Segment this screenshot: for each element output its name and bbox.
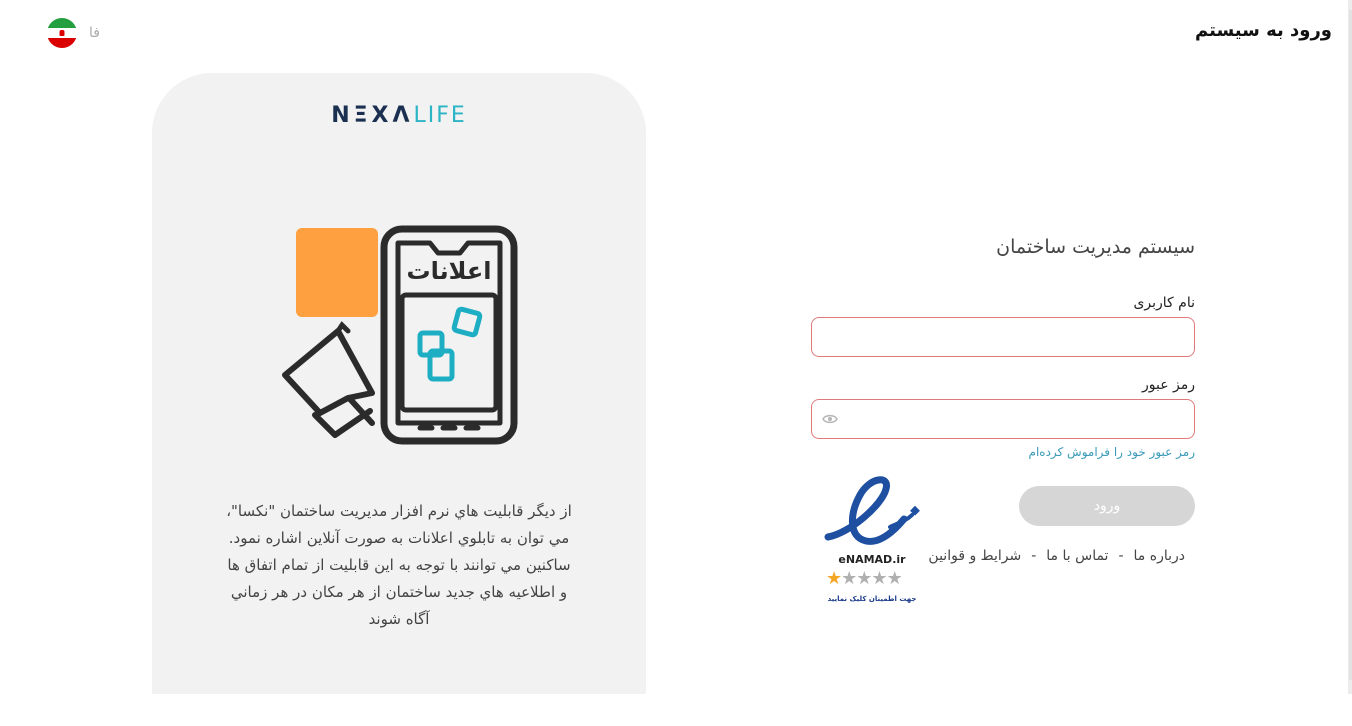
page-scrollbar[interactable] <box>1348 0 1352 694</box>
forgot-password-link[interactable]: رمز عبور خود را فراموش کرده‌ام <box>1028 445 1195 459</box>
contact-us-link[interactable]: تماس با ما <box>1046 548 1109 564</box>
rating-stars <box>826 568 902 589</box>
svg-text:اعلانات: اعلانات <box>406 257 492 285</box>
feature-panel <box>152 73 646 694</box>
username-input[interactable] <box>812 318 1194 356</box>
eye-icon[interactable] <box>822 413 838 425</box>
form-title: سیستم مدیریت ساختمان <box>996 236 1195 258</box>
enamad-label: eNAMAD.ir <box>838 553 906 566</box>
star-icon: ★ <box>841 568 857 589</box>
language-label: فا <box>89 25 100 41</box>
enamad-badge[interactable] <box>820 475 930 610</box>
language-switcher[interactable] <box>47 18 100 48</box>
password-input[interactable] <box>812 400 1194 438</box>
star-icon: ★ <box>886 568 902 589</box>
enamad-caption: جهت اطمینان کلیک نمایید <box>827 595 917 603</box>
terms-link[interactable]: شرایط و قوانین <box>928 548 1022 564</box>
separator: - <box>1118 548 1124 564</box>
iran-flag-icon <box>47 18 77 48</box>
star-icon: ★ <box>856 568 872 589</box>
login-button[interactable]: ورود <box>1019 486 1195 526</box>
enamad-logo-icon <box>820 475 924 551</box>
password-field-wrapper <box>811 399 1195 439</box>
star-icon: ★ <box>871 568 887 589</box>
about-us-link[interactable]: درباره ما <box>1133 548 1185 564</box>
username-field-wrapper <box>811 317 1195 357</box>
password-label: رمز عبور <box>1141 377 1195 393</box>
announcement-board-icon <box>280 223 520 448</box>
page-title: ورود به سیستم <box>1194 20 1332 41</box>
feature-description: از ديگر قابليت هاي نرم افزار مديريت ساختمان "نكسا"، مي توان به تابلوي اعلانات به صورت آنلاين اشاره نمود. ساكنين مي توانند با توجه به اين قابليت از تمام اتفاق ها و اطلاعيه هاي جديد ساختمان از هر مكان در هر زماني آگاه شوند <box>226 502 572 628</box>
username-label: نام کاربری <box>1133 295 1195 311</box>
star-icon: ★ <box>826 568 842 589</box>
nexalife-logo: NΞXΛLIFE <box>331 103 467 128</box>
separator: - <box>1031 548 1037 564</box>
